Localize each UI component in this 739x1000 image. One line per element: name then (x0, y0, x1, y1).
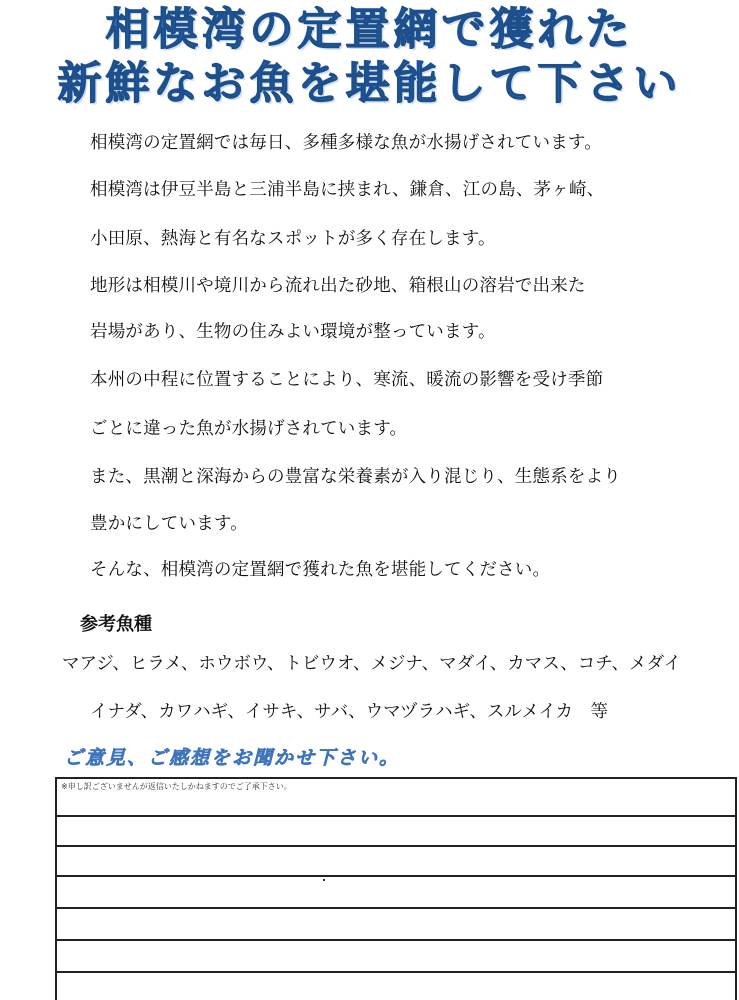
species-list-line-1: マアジ、ヒラメ、ホウボウ、トビウオ、メジナ、マダイ、カマス、コチ、メダイ (62, 654, 682, 674)
comment-line-6[interactable] (57, 941, 735, 971)
comment-line-1[interactable] (57, 793, 735, 815)
body-paragraph: そんな、相模湾の定置網で獲れた魚を堪能してください。 (90, 560, 551, 580)
body-paragraph: ごとに違った魚が水揚げされています。 (90, 419, 408, 439)
body-paragraph: 相模湾の定置網では毎日、多種多様な魚が水揚げされています。 (90, 133, 602, 153)
body-paragraph: 岩場があり、生物の住みよい環境が整っています。 (90, 322, 496, 342)
title-line-1: 相模湾の定置網で獲れた (105, 4, 634, 55)
body-paragraph: 地形は相模川や境川から流れ出た砂地、箱根山の溶岩で出来た (90, 276, 586, 296)
feedback-form-box (55, 777, 737, 1000)
no-reply-note: ※申し訳ございませんが返信いたしかねますのでご了承下さい。 (61, 782, 292, 791)
body-paragraph: 小田原、熱海と有名なスポットが多く存在します。 (90, 229, 496, 249)
scan-speck (323, 879, 325, 881)
body-paragraph: 本州の中程に位置することにより、寒流、暖流の影響を受け季節 (90, 370, 604, 390)
body-paragraph: 相模湾は伊豆半島と三浦半島に挟まれ、鎌倉、江の島、茅ヶ崎、 (90, 180, 605, 200)
comment-line-7[interactable] (57, 973, 735, 1000)
comment-line-2[interactable] (57, 817, 735, 845)
comment-line-5[interactable] (57, 909, 735, 939)
feedback-prompt: ご意見、ご感想をお聞かせ下さい。 (64, 747, 401, 769)
species-list-line-2: イナダ、カワハギ、イサキ、サバ、ウマヅラハギ、スルメイカ 等 (90, 702, 608, 722)
body-paragraph: 豊かにしています。 (90, 514, 248, 534)
reference-species-heading: 参考魚種 (80, 614, 152, 635)
title-line-2: 新鮮なお魚を堪能して下さい (57, 58, 682, 109)
comment-line-4[interactable] (57, 877, 735, 907)
body-paragraph: また、黒潮と深海からの豊富な栄養素が入り混じり、生態系をより (90, 467, 621, 487)
comment-line-3[interactable] (57, 847, 735, 875)
